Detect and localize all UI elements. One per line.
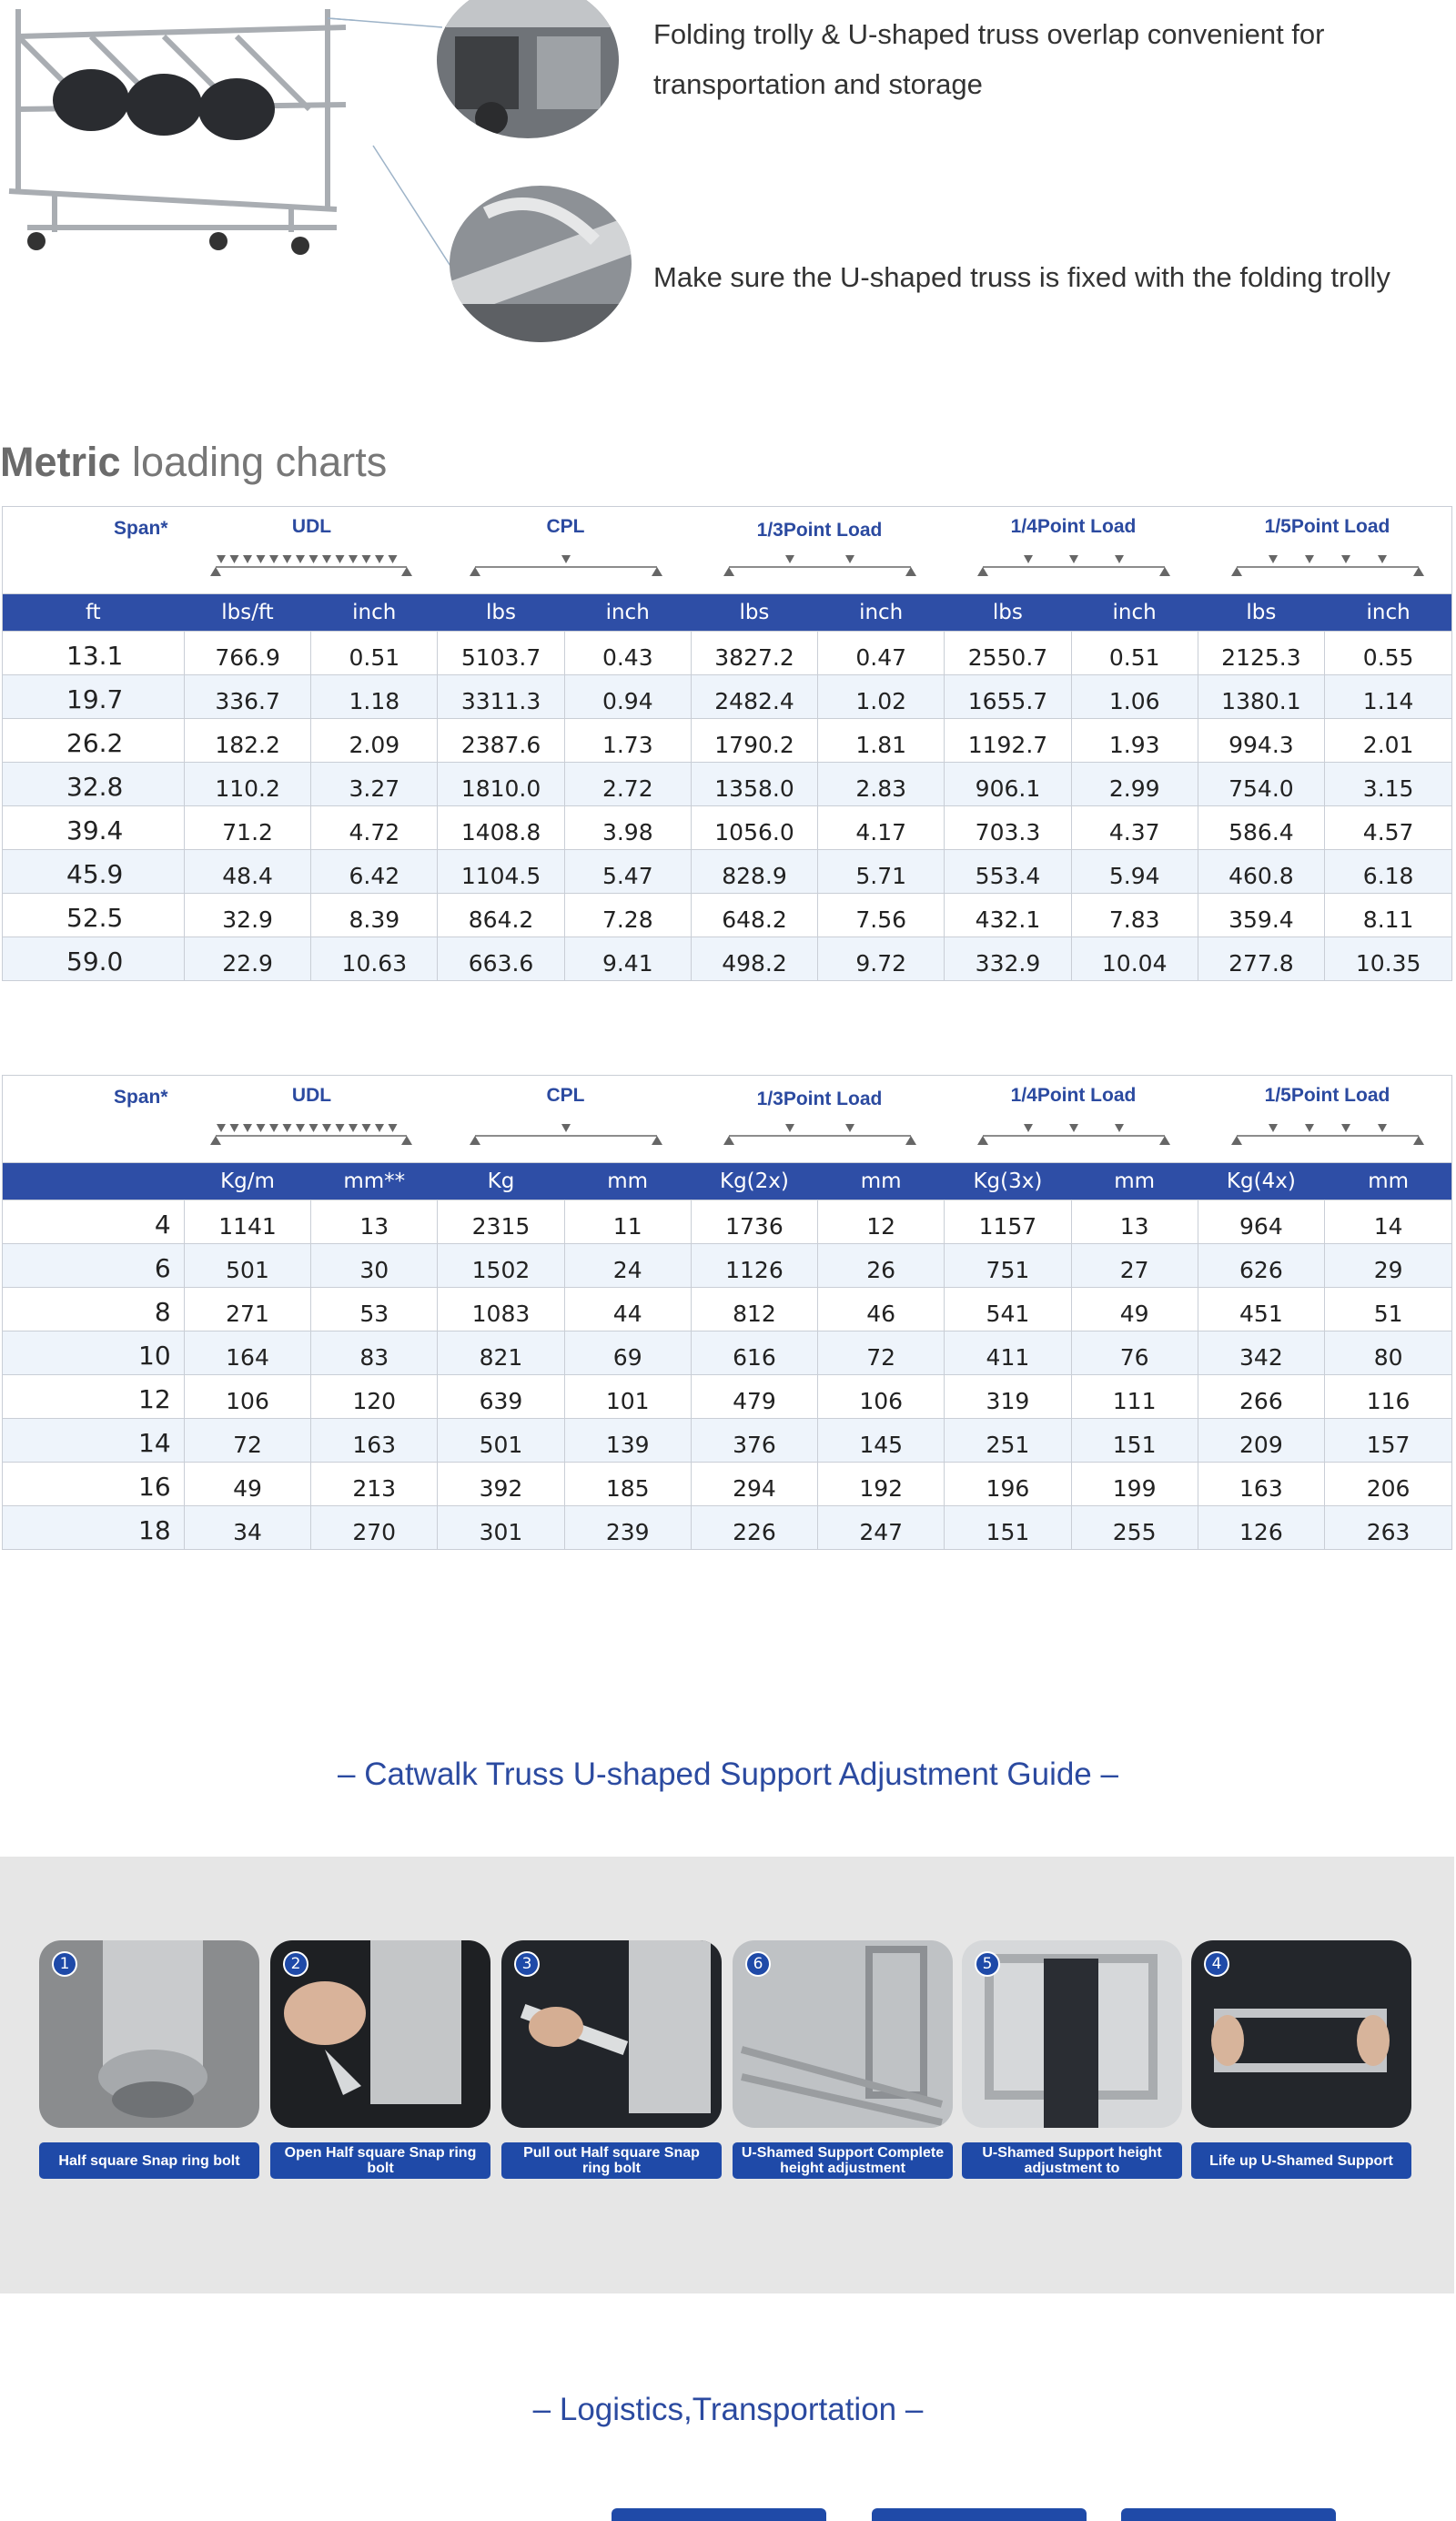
value-cell: 3.27	[311, 763, 438, 805]
value-cell: 336.7	[185, 675, 312, 718]
udl-label: UDL	[291, 516, 332, 537]
value-cell: 53	[311, 1288, 438, 1331]
table-row	[3, 805, 1451, 849]
table-row	[3, 937, 1451, 980]
guide-step	[962, 1940, 1182, 2179]
value-cell: 277.8	[1198, 937, 1326, 980]
value-cell: 106	[185, 1375, 312, 1418]
value-cell: 7.83	[1072, 894, 1198, 937]
span-cell: 8	[3, 1288, 185, 1331]
units-row	[3, 594, 1451, 631]
cpl-diagram	[439, 1114, 693, 1159]
unit-cell: lbs	[438, 594, 565, 631]
value-cell: 586.4	[1198, 806, 1326, 849]
unit-cell: lbs	[692, 594, 819, 631]
value-cell: 126	[1198, 1506, 1326, 1549]
value-cell: 182.2	[185, 719, 312, 762]
unit-cell: inch	[818, 594, 945, 631]
value-cell: 906.1	[945, 763, 1072, 805]
unit-cell: mm**	[311, 1163, 438, 1200]
value-cell: 2550.7	[945, 632, 1072, 674]
step-number: 1	[52, 1951, 77, 1977]
value-cell: 376	[692, 1419, 819, 1462]
unit-cell: Kg(4x)	[1198, 1163, 1326, 1200]
guide-step	[270, 1940, 490, 2179]
span-cell: 45.9	[3, 850, 185, 893]
value-cell: 994.3	[1198, 719, 1326, 762]
value-cell: 196	[945, 1463, 1072, 1505]
value-cell: 206	[1366, 1475, 1410, 1502]
step-photo	[501, 1940, 722, 2128]
value-cell: 120	[311, 1375, 438, 1418]
p4-diagram	[946, 1114, 1200, 1159]
logistics-tab[interactable]	[872, 2508, 1087, 2521]
value-cell: 294	[692, 1463, 819, 1505]
value-cell: 32.9	[185, 894, 312, 937]
value-cell: 828.9	[692, 850, 819, 893]
step-photo	[39, 1940, 259, 2128]
adjustment-guide-title: – Catwalk Truss U-shaped Support Adjustment Guide –	[338, 1757, 1118, 1792]
value-cell: 754.0	[1198, 763, 1326, 805]
value-cell: 22.9	[185, 937, 312, 980]
value-cell: 106	[818, 1375, 945, 1418]
p3-label: 1/3Point Load	[756, 520, 883, 541]
imperial-load-table	[2, 506, 1452, 981]
value-cell: 2.09	[311, 719, 438, 762]
heading-bold: Metric	[0, 439, 121, 485]
table-header-row	[3, 1076, 1451, 1163]
value-cell: 163	[311, 1419, 438, 1462]
value-cell: 8.39	[311, 894, 438, 937]
value-cell: 111	[1072, 1375, 1198, 1418]
p4-diagram	[946, 545, 1200, 591]
span-cell: 10	[3, 1331, 185, 1374]
adjustment-guide-panel	[0, 1857, 1454, 2293]
table-row	[3, 762, 1451, 805]
intro-text-fixing: Make sure the U-shaped truss is fixed with the folding trolly	[653, 261, 1390, 293]
value-cell: 0.47	[818, 632, 945, 674]
value-cell: 10.04	[1072, 937, 1198, 980]
p5-header	[1200, 1076, 1454, 1163]
value-cell: 110.2	[185, 763, 312, 805]
value-cell: 49	[185, 1463, 312, 1505]
value-cell: 553.4	[945, 850, 1072, 893]
value-cell: 69	[565, 1331, 692, 1374]
udl-header	[185, 507, 439, 594]
value-cell: 14	[1373, 1213, 1403, 1240]
value-cell: 1157	[945, 1200, 1072, 1243]
value-cell: 0.51	[1072, 632, 1198, 674]
p3-header	[693, 1076, 946, 1163]
value-cell: 501	[185, 1244, 312, 1287]
logistics-tab[interactable]	[612, 2508, 826, 2521]
value-cell: 10.35	[1355, 950, 1421, 977]
value-cell: 263	[1366, 1519, 1410, 1545]
value-cell: 663.6	[438, 937, 565, 980]
unit-cell: lbs	[945, 594, 1072, 631]
value-cell: 239	[565, 1506, 692, 1549]
value-cell: 151	[945, 1506, 1072, 1549]
value-cell: 2482.4	[692, 675, 819, 718]
value-cell: 1.73	[565, 719, 692, 762]
value-cell: 29	[1373, 1257, 1403, 1283]
value-cell: 101	[565, 1375, 692, 1418]
value-cell: 163	[1198, 1463, 1326, 1505]
span-cell: 4	[3, 1200, 185, 1243]
value-cell: 1.02	[818, 675, 945, 718]
value-cell: 5.47	[565, 850, 692, 893]
unit-cell	[3, 1163, 185, 1200]
p5-diagram	[1200, 1114, 1454, 1159]
value-cell: 5.94	[1072, 850, 1198, 893]
table-row	[3, 1287, 1451, 1331]
value-cell: 2.01	[1362, 732, 1414, 758]
value-cell: 301	[438, 1506, 565, 1549]
logistics-tab[interactable]	[1121, 2508, 1336, 2521]
value-cell: 1380.1	[1198, 675, 1326, 718]
span-cell: 26.2	[3, 719, 185, 762]
value-cell: 266	[1198, 1375, 1326, 1418]
table-row	[3, 674, 1451, 718]
step-number: 2	[283, 1951, 308, 1977]
unit-cell: mm	[565, 1163, 692, 1200]
value-cell: 1.06	[1072, 675, 1198, 718]
value-cell: 9.72	[818, 937, 945, 980]
value-cell: 71.2	[185, 806, 312, 849]
udl-label: UDL	[291, 1085, 332, 1106]
table-row	[3, 893, 1451, 937]
value-cell: 3311.3	[438, 675, 565, 718]
value-cell: 1655.7	[945, 675, 1072, 718]
intro-section	[0, 0, 1456, 364]
value-cell: 1408.8	[438, 806, 565, 849]
value-cell: 411	[945, 1331, 1072, 1374]
unit-cell: mm	[818, 1163, 945, 1200]
span-cell: 59.0	[3, 937, 185, 980]
value-cell: 255	[1072, 1506, 1198, 1549]
value-cell: 3.15	[1362, 775, 1414, 802]
value-cell: 639	[438, 1375, 565, 1418]
table-body	[3, 1200, 1451, 1549]
step-photo	[270, 1940, 490, 2128]
value-cell: 199	[1072, 1463, 1198, 1505]
span-cell: 19.7	[3, 675, 185, 718]
value-cell: 432.1	[945, 894, 1072, 937]
unit-cell: Kg(2x)	[692, 1163, 819, 1200]
value-cell: 48.4	[185, 850, 312, 893]
value-cell: 3.98	[565, 806, 692, 849]
span-cell: 13.1	[3, 632, 185, 674]
span-cell: 52.5	[3, 894, 185, 937]
value-cell: 34	[185, 1506, 312, 1549]
cpl-label: CPL	[546, 516, 585, 537]
value-cell: 270	[311, 1506, 438, 1549]
step-label: U-Shamed Support Complete height adjustment	[733, 2142, 953, 2179]
p5-label: 1/5Point Load	[1264, 1085, 1390, 1106]
table-body	[3, 631, 1451, 980]
span-cell: 12	[3, 1375, 185, 1418]
value-cell: 1126	[692, 1244, 819, 1287]
p5-header	[1200, 507, 1454, 594]
value-cell: 6.42	[311, 850, 438, 893]
value-cell: 24	[565, 1244, 692, 1287]
span-cell: 16	[3, 1463, 185, 1505]
value-cell: 5103.7	[438, 632, 565, 674]
table-row	[3, 849, 1451, 893]
value-cell: 626	[1198, 1244, 1326, 1287]
span-label: Span*	[114, 1087, 168, 1108]
value-cell: 501	[438, 1419, 565, 1462]
value-cell: 4.72	[311, 806, 438, 849]
value-cell: 332.9	[945, 937, 1072, 980]
value-cell: 319	[945, 1375, 1072, 1418]
table-row	[3, 1374, 1451, 1418]
table-row	[3, 1243, 1451, 1287]
value-cell: 392	[438, 1463, 565, 1505]
p3-label: 1/3Point Load	[756, 1088, 883, 1109]
value-cell: 185	[565, 1463, 692, 1505]
value-cell: 51	[1373, 1301, 1403, 1327]
value-cell: 164	[185, 1331, 312, 1374]
unit-cell: lbs	[1198, 594, 1326, 631]
value-cell: 616	[692, 1331, 819, 1374]
value-cell: 2.72	[565, 763, 692, 805]
value-cell: 5.71	[818, 850, 945, 893]
value-cell: 247	[818, 1506, 945, 1549]
value-cell: 4.57	[1362, 819, 1414, 845]
p4-header	[946, 507, 1200, 594]
loading-charts-heading	[0, 439, 387, 486]
detail-photo-fixing	[450, 186, 632, 342]
table-row	[3, 1418, 1451, 1462]
p3-header	[693, 507, 946, 594]
value-cell: 145	[818, 1419, 945, 1462]
step-number: 4	[1204, 1951, 1229, 1977]
unit-cell: Kg	[438, 1163, 565, 1200]
value-cell: 12	[818, 1200, 945, 1243]
value-cell: 812	[692, 1288, 819, 1331]
value-cell: 7.28	[565, 894, 692, 937]
value-cell: 964	[1198, 1200, 1326, 1243]
value-cell: 541	[945, 1288, 1072, 1331]
value-cell: 2315	[438, 1200, 565, 1243]
value-cell: 1790.2	[692, 719, 819, 762]
value-cell: 4.17	[818, 806, 945, 849]
table-row	[3, 1331, 1451, 1374]
value-cell: 359.4	[1198, 894, 1326, 937]
p5-diagram	[1200, 545, 1454, 591]
cpl-label: CPL	[546, 1085, 585, 1106]
value-cell: 1083	[438, 1288, 565, 1331]
unit-cell: inch	[311, 594, 438, 631]
value-cell: 44	[565, 1288, 692, 1331]
value-cell: 139	[565, 1419, 692, 1462]
value-cell: 0.43	[565, 632, 692, 674]
value-cell: 30	[311, 1244, 438, 1287]
table-row	[3, 1200, 1451, 1243]
guide-step	[39, 1940, 259, 2179]
p4-label: 1/4Point Load	[1010, 516, 1137, 537]
value-cell: 1.81	[818, 719, 945, 762]
intro-text-overlap: Folding trolly & U-shaped truss overlap convenient for transportation and storage	[653, 18, 1325, 100]
cpl-header	[439, 1076, 693, 1163]
unit-cell: ft	[3, 594, 185, 631]
value-cell: 83	[311, 1331, 438, 1374]
value-cell: 13	[311, 1200, 438, 1243]
value-cell: 251	[945, 1419, 1072, 1462]
span-cell: 18	[3, 1506, 185, 1549]
unit-cell: Kg/m	[185, 1163, 312, 1200]
value-cell: 1192.7	[945, 719, 1072, 762]
unit-cell: mm	[1072, 1163, 1198, 1200]
metric-load-table	[2, 1075, 1452, 1550]
value-cell: 766.9	[185, 632, 312, 674]
value-cell: 0.55	[1362, 644, 1414, 671]
cpl-diagram	[439, 545, 693, 591]
guide-step	[733, 1940, 953, 2179]
span-cell: 32.8	[3, 763, 185, 805]
logistics-title: – Logistics,Transportation –	[532, 2392, 924, 2427]
span-cell: 6	[3, 1244, 185, 1287]
span-label: Span*	[114, 518, 168, 539]
value-cell: 821	[438, 1331, 565, 1374]
table-header-row	[3, 507, 1451, 594]
unit-cell: mm	[1368, 1169, 1409, 1193]
value-cell: 1502	[438, 1244, 565, 1287]
p3-diagram	[693, 1114, 946, 1159]
guide-step	[501, 1940, 722, 2179]
value-cell: 26	[818, 1244, 945, 1287]
unit-cell: inch	[565, 594, 692, 631]
value-cell: 8.11	[1362, 906, 1414, 933]
step-number: 5	[975, 1951, 1000, 1977]
value-cell: 76	[1072, 1331, 1198, 1374]
value-cell: 80	[1373, 1344, 1403, 1371]
value-cell: 3827.2	[692, 632, 819, 674]
value-cell: 1.14	[1362, 688, 1414, 714]
value-cell: 10.63	[311, 937, 438, 980]
p4-label: 1/4Point Load	[1010, 1085, 1137, 1106]
table-row	[3, 1505, 1451, 1549]
value-cell: 1.18	[311, 675, 438, 718]
value-cell: 864.2	[438, 894, 565, 937]
value-cell: 11	[565, 1200, 692, 1243]
value-cell: 751	[945, 1244, 1072, 1287]
unit-cell: lbs/ft	[185, 594, 312, 631]
step-label: Open Half square Snap ring bolt	[270, 2142, 490, 2179]
value-cell: 703.3	[945, 806, 1072, 849]
value-cell: 1104.5	[438, 850, 565, 893]
step-number: 6	[745, 1951, 771, 1977]
value-cell: 1141	[185, 1200, 312, 1243]
value-cell: 2387.6	[438, 719, 565, 762]
heading-rest: loading charts	[120, 439, 388, 485]
value-cell: 0.51	[311, 632, 438, 674]
table-row	[3, 1462, 1451, 1505]
p3-diagram	[693, 545, 946, 591]
value-cell: 157	[1366, 1432, 1410, 1458]
value-cell: 4.37	[1072, 806, 1198, 849]
unit-cell: Kg(3x)	[945, 1163, 1072, 1200]
step-photo	[733, 1940, 953, 2128]
udl-diagram	[185, 545, 439, 591]
value-cell: 2.99	[1072, 763, 1198, 805]
value-cell: 2.83	[818, 763, 945, 805]
step-label: Life up U-Shamed Support	[1191, 2142, 1411, 2179]
value-cell: 1736	[692, 1200, 819, 1243]
value-cell: 46	[818, 1288, 945, 1331]
value-cell: 342	[1198, 1331, 1326, 1374]
value-cell: 213	[311, 1463, 438, 1505]
value-cell: 479	[692, 1375, 819, 1418]
value-cell: 209	[1198, 1419, 1326, 1462]
step-label: Half square Snap ring bolt	[39, 2142, 259, 2179]
step-photo	[1191, 1940, 1411, 2128]
step-label: Pull out Half square Snap ring bolt	[501, 2142, 722, 2179]
table-row	[3, 631, 1451, 674]
span-cell: 14	[3, 1419, 185, 1462]
value-cell: 27	[1072, 1244, 1198, 1287]
value-cell: 151	[1072, 1419, 1198, 1462]
unit-cell: inch	[1072, 594, 1198, 631]
step-label: U-Shamed Support height adjustment to	[962, 2142, 1182, 2179]
value-cell: 72	[818, 1331, 945, 1374]
value-cell: 648.2	[692, 894, 819, 937]
value-cell: 451	[1198, 1288, 1326, 1331]
step-number: 3	[514, 1951, 540, 1977]
value-cell: 7.56	[818, 894, 945, 937]
value-cell: 460.8	[1198, 850, 1326, 893]
value-cell: 1358.0	[692, 763, 819, 805]
span-cell: 39.4	[3, 806, 185, 849]
cpl-header	[439, 507, 693, 594]
value-cell: 6.18	[1362, 863, 1414, 889]
value-cell: 498.2	[692, 937, 819, 980]
udl-header	[185, 1076, 439, 1163]
value-cell: 271	[185, 1288, 312, 1331]
p4-header	[946, 1076, 1200, 1163]
value-cell: 1.93	[1072, 719, 1198, 762]
value-cell: 49	[1072, 1288, 1198, 1331]
guide-step	[1191, 1940, 1411, 2179]
value-cell: 192	[818, 1463, 945, 1505]
p5-label: 1/5Point Load	[1264, 516, 1390, 537]
udl-diagram	[185, 1114, 439, 1159]
value-cell: 1810.0	[438, 763, 565, 805]
value-cell: 0.94	[565, 675, 692, 718]
step-photo	[962, 1940, 1182, 2128]
units-row	[3, 1163, 1451, 1200]
value-cell: 1056.0	[692, 806, 819, 849]
value-cell: 116	[1366, 1388, 1410, 1414]
value-cell: 9.41	[565, 937, 692, 980]
value-cell: 2125.3	[1198, 632, 1326, 674]
table-row	[3, 718, 1451, 762]
value-cell: 72	[185, 1419, 312, 1462]
value-cell: 226	[692, 1506, 819, 1549]
unit-cell: inch	[1366, 601, 1410, 624]
value-cell: 13	[1072, 1200, 1198, 1243]
